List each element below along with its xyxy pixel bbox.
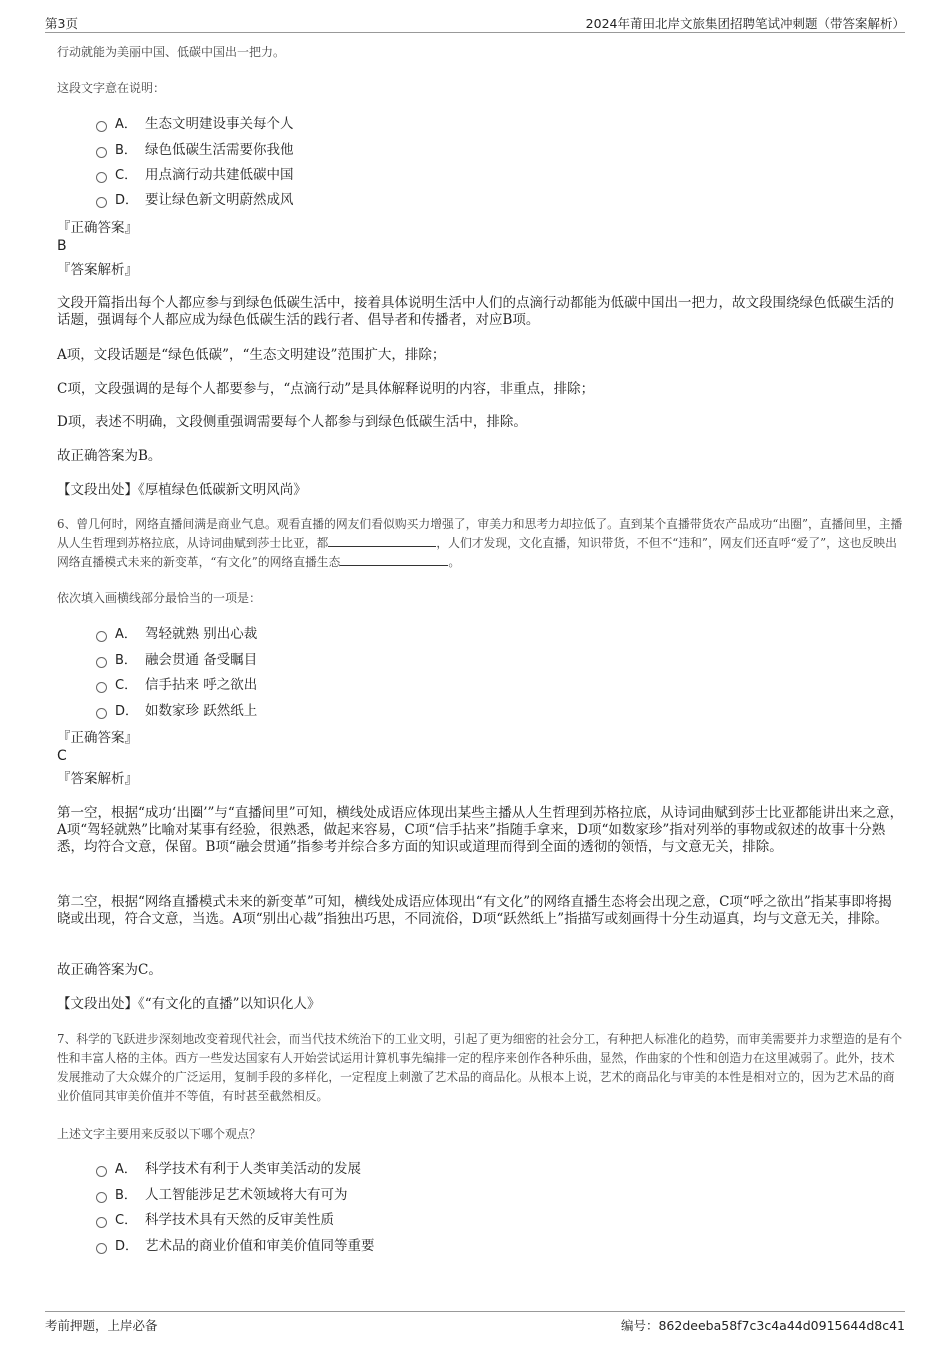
q6-analysis-label: 『答案解析』 [57, 771, 138, 787]
q5-analysis-paragraph: D项，表述不明确，文段侧重强调需要每个人都参与到绿色低碳生活中，排除。 [57, 414, 527, 430]
radio-icon[interactable] [96, 1217, 107, 1228]
document-title: 2024年莆田北岸文旅集团招聘笔试冲刺题（带答案解析） [585, 16, 905, 31]
radio-icon[interactable] [96, 147, 107, 158]
q7-question-text: 7、科学的飞跃进步深刻地改变着现代社会，而当代技术统治下的工业文明，引起了更为细密的社会分工，有种把人标准化的趋势，而审美需要并力求塑造的是有个性和丰富人格的主体。西方一些发达国家有人开始尝试运用计算机事先编排一定的程序来创作各种乐曲，显然，作曲家的个性和创造力在这里减弱了。此外，技术发展推动了大众媒介的广泛运用，复制手段的多样化，一定程度上刺激了艺术品的商品化。从根本上说，艺术的商品化与审美的本性是相对立的，因为艺术品的商业价值同其审美价值并不等值，有时甚至截然相反。 [57, 1032, 903, 1103]
q5-option-b[interactable]: B． 绿色低碳生活需要你我他 [96, 140, 294, 160]
page-header [45, 14, 905, 33]
q6-prompt: 依次填入画横线部分最恰当的一项是： [57, 591, 262, 605]
option-text: 人工智能涉足艺术领域将大有可为 [145, 1187, 348, 1203]
q6-source: 【文段出处】《“有文化的直播”以知识化人》 [57, 996, 321, 1012]
footer-slogan: 考前押题，上岸必备 [45, 1318, 158, 1333]
q6-option-a[interactable]: A． 驾轻就熟 别出心裁 [96, 624, 257, 644]
q7-option-a[interactable]: A． 科学技术有利于人类审美活动的发展 [96, 1159, 361, 1179]
q5-option-c[interactable]: C． 用点滴行动共建低碳中国 [96, 165, 294, 185]
radio-icon[interactable] [96, 172, 107, 183]
q6-answer-label: 『正确答案』 [57, 730, 138, 746]
q5-option-d[interactable]: D． 要让绿色新文明蔚然成风 [96, 190, 294, 210]
radio-icon[interactable] [96, 682, 107, 693]
option-text: 艺术品的商业价值和审美价值同等重要 [145, 1238, 375, 1254]
q6-answer: C [57, 748, 67, 764]
blank-line [328, 534, 436, 547]
radio-icon[interactable] [96, 121, 107, 132]
q5-analysis-paragraph: A项，文段话题是“绿色低碳”，“生态文明建设”范围扩大，排除； [57, 347, 446, 363]
q5-analysis-conclusion: 故正确答案为B。 [57, 448, 162, 464]
radio-icon[interactable] [96, 657, 107, 668]
option-text: 要让绿色新文明蔚然成风 [145, 192, 294, 208]
q6-question-text: 6、曾几何时，网络直播间满是商业气息。观看直播的网友们看似购买力增强了，审美力和思考力却拉低了。直到某个直播带货农产品成功“出圈”，直播间里，主播从人生哲理到苏格拉底，从诗词曲赋到莎士比亚，都 ，人们才发现，文化直播，知识带货，不但不“违和”，网友们还直呼“爱了”，这也反映出网络直播模式未来的新变革，“有文化”的网络直播生态 。 [57, 517, 903, 569]
q7-option-c[interactable]: C． 科学技术具有天然的反审美性质 [96, 1210, 334, 1230]
q6-option-d[interactable]: D． 如数家珍 跃然纸上 [96, 701, 257, 721]
q6-option-c[interactable]: C． 信手拈来 呼之欲出 [96, 675, 257, 695]
q5-answer: B [57, 238, 67, 254]
option-text: 科学技术具有天然的反审美性质 [145, 1212, 334, 1228]
q5-answer-label: 『正确答案』 [57, 220, 138, 236]
radio-icon[interactable] [96, 631, 107, 642]
option-text: 融会贯通 备受瞩目 [145, 652, 258, 668]
radio-icon[interactable] [96, 1192, 107, 1203]
blank-line [340, 553, 448, 566]
q5-analysis-paragraph: C项，文段强调的是每个人都要参与，“点滴行动”是具体解释说明的内容，非重点，排除； [57, 381, 595, 397]
option-text: 信手拈来 呼之欲出 [145, 677, 258, 693]
q7-prompt: 上述文字主要用来反驳以下哪个观点？ [57, 1127, 262, 1141]
q7-option-b[interactable]: B． 人工智能涉足艺术领域将大有可为 [96, 1185, 348, 1205]
option-text: 科学技术有利于人类审美活动的发展 [145, 1161, 361, 1177]
page-footer [45, 1311, 905, 1336]
q5-prompt: 这段文字意在说明： [57, 81, 166, 95]
radio-icon[interactable] [96, 1166, 107, 1177]
q7-option-d[interactable]: D． 艺术品的商业价值和审美价值同等重要 [96, 1236, 375, 1256]
document-id: 编号：862deeba58f7c3c4a44d0915644d8c41 [620, 1318, 905, 1333]
q6-analysis-paragraph: 第一空，根据“成功‘出圈’”与“直播间里”可知，横线处成语应体现出某些主播从人生哲理到苏格拉底，从诗词曲赋到莎士比亚都能讲出来之意，A项“驾轻就熟”比喻对某事有经验，很熟悉，做起来容易，C项“信手拈来”指随手拿来，D项“如数家珍”指对列举的事物或叙述的故事十分熟悉，均符合文意，保留。B项“融会贯通”指参考并综合多方面的知识或道理而得到全面的透彻的领悟，与文意无关，排除。 [57, 805, 904, 855]
page-number: 第3页 [45, 16, 78, 31]
q6-analysis-conclusion: 故正确答案为C。 [57, 962, 162, 978]
q6-analysis-paragraph: 第二空，根据“网络直播模式未来的新变革”可知，横线处成语应体现出“有文化”的网络直播生态将会出现之意，C项“呼之欲出”指某事即将揭晓或出现，符合文意，当选。A项“别出心裁”指独出巧思，不同流俗，D项“跃然纸上”指描写或刻画得十分生动逼真，均与文意无关，排除。 [57, 894, 892, 927]
q5-analysis-label: 『答案解析』 [57, 262, 138, 278]
radio-icon[interactable] [96, 1243, 107, 1254]
q5-text-tail: 行动就能为美丽中国、低碳中国出一把力。 [57, 45, 286, 59]
q5-option-a[interactable]: A． 生态文明建设事关每个人 [96, 114, 294, 134]
q5-source: 【文段出处】《厚植绿色低碳新文明风尚》 [57, 482, 307, 498]
q5-analysis-paragraph: 文段开篇指出每个人都应参与到绿色低碳生活中，接着具体说明生活中人们的点滴行动都能为低碳中国出一把力，故文段围绕绿色低碳生活的话题，强调每个人都应成为绿色低碳生活的践行者、倡导者和传播者，对应B项。 [57, 295, 894, 328]
option-text: 用点滴行动共建低碳中国 [145, 167, 294, 183]
q6-option-b[interactable]: B． 融会贯通 备受瞩目 [96, 650, 257, 670]
option-text: 如数家珍 跃然纸上 [145, 703, 258, 719]
option-text: 生态文明建设事关每个人 [145, 116, 294, 132]
option-text: 驾轻就熟 别出心裁 [145, 626, 258, 642]
option-text: 绿色低碳生活需要你我他 [145, 142, 294, 158]
radio-icon[interactable] [96, 708, 107, 719]
radio-icon[interactable] [96, 197, 107, 208]
